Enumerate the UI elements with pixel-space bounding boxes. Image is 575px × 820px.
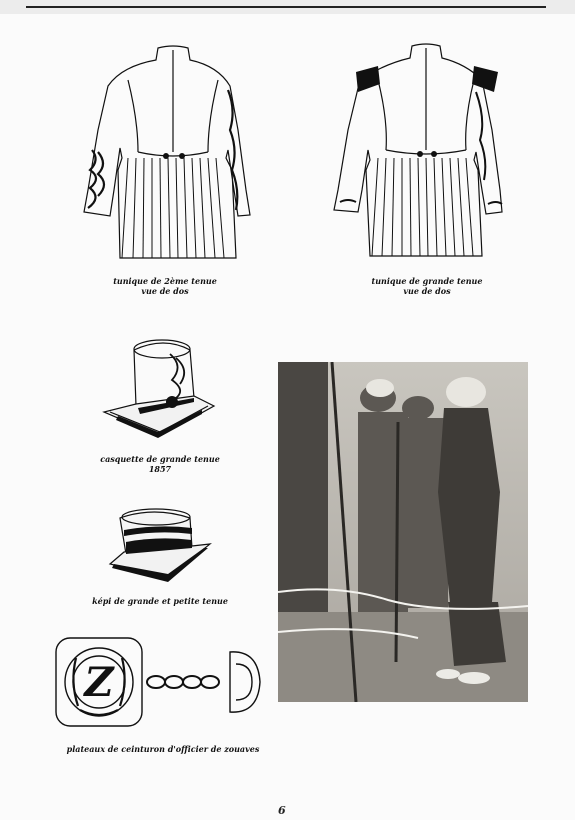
caption-casquette — [100, 454, 220, 474]
caption-casquette-line1: casquette de grande tenue — [100, 454, 220, 464]
caption-kepi-text: képi de grande et petite tenue — [92, 596, 228, 606]
caption-tunic-grande-line1: tunique de grande tenue — [371, 276, 483, 286]
viewer-top-bar — [0, 0, 575, 14]
belt-plates-illustration — [52, 634, 262, 732]
caption-kepi — [80, 596, 240, 606]
caption-belt-plates-text: plateaux de ceinturon d'officier de zouaves — [66, 744, 260, 754]
photo-content — [278, 362, 528, 702]
kepi-illustration — [104, 504, 214, 586]
caption-casquette-line2: 1857 — [148, 464, 172, 474]
caption-belt-plates — [58, 744, 268, 754]
caption-tunic-2e-line2: vue de dos — [141, 286, 189, 296]
casquette-illustration — [98, 336, 218, 446]
page-number: 6 — [278, 804, 286, 817]
top-rule — [26, 6, 546, 8]
caption-tunic-2e-tenue — [100, 276, 230, 296]
caption-tunic-2e-line1: tunique de 2ème tenue — [113, 276, 217, 286]
tunic-2e-tenue-illustration — [78, 40, 268, 265]
caption-tunic-grande-tenue — [362, 276, 492, 296]
zouaves-photograph — [278, 362, 528, 702]
tunic-grande-tenue-illustration — [326, 40, 516, 265]
caption-tunic-grande-line2: vue de dos — [403, 286, 451, 296]
badge-letter: Z — [84, 659, 114, 706]
